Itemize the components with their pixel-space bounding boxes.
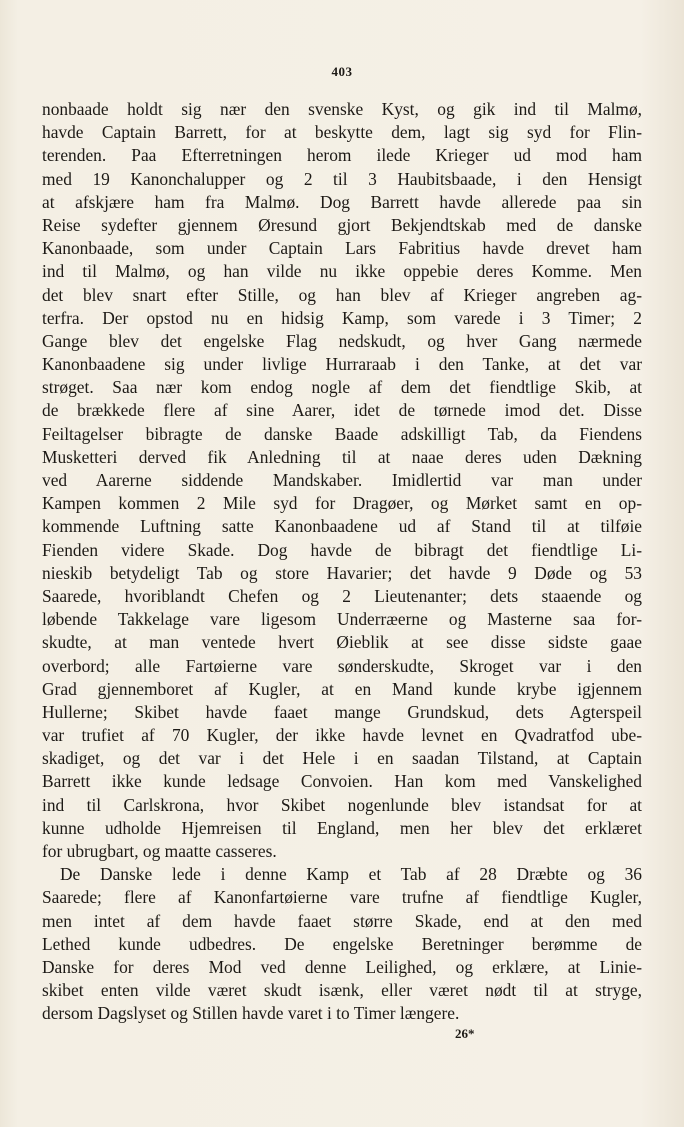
text-line-23: løbende Takkelage vare ligesom Underræerne og Masterne saa for- <box>42 609 642 630</box>
text-line-6: Reise sydefter gjennem Øresund gjort Bekjendtskab med de danske <box>42 214 642 235</box>
text-line-34: De Danske lede i denne Kamp et Tab af 28 Dræbte og 36 <box>60 864 642 885</box>
text-line-17: ved Aarerne siddende Mandskaber. Imidlertid var man under <box>42 470 642 490</box>
text-line-4: med 19 Kanonchalupper og 2 til 3 Haubitsbaade, i den Hensigt <box>42 168 642 189</box>
text-line-1: nonbaade holdt sig nær den svenske Kyst, og gik ind til Malmø, <box>42 99 642 119</box>
text-line-7: Kanonbaade, som under Captain Lars Fabritius havde drevet ham <box>42 238 642 259</box>
text-line-29: skadiget, og det var i det Hele i en saadan Tilstand, at Captain <box>42 748 642 769</box>
text-line-3: terenden. Paa Efterretningen herom ilede Krieger ud mod ham <box>42 145 642 166</box>
text-line-16: Musketteri derved fik Anledning til at naae deres uden Dækning <box>42 446 642 467</box>
text-line-30: Barrett ikke kunde ledsage Convoien. Han kom med Vanskelighed <box>42 771 642 792</box>
text-line-31: ind til Carlskrona, hvor Skibet nogenlunde blev istandsat for at <box>42 794 642 815</box>
body-text <box>42 98 642 1026</box>
signature-mark: 26* <box>455 1026 475 1041</box>
text-line-37: Lethed kunde udbedres. De engelske Beretninger berømme de <box>42 933 642 954</box>
text-line-13: strøget. Saa nær kom endog nogle af dem det fiendtlige Skib, at <box>42 377 642 398</box>
text-line-10: terfra. Der opstod nu en hidsig Kamp, som varede i 3 Timer; 2 <box>42 307 642 328</box>
text-line-2: havde Captain Barrett, for at beskytte dem, lagt sig syd for Flin- <box>42 122 642 143</box>
text-line-8: ind til Malmø, og han vilde nu ikke oppebie deres Komme. Men <box>42 261 642 282</box>
text-line-27: Hullerne; Skibet havde faaet mange Grundskud, dets Agterspeil <box>42 701 642 722</box>
text-line-36: men intet af dem havde faaet større Skade, end at den med <box>42 910 642 931</box>
text-line-12: Kanonbaadene sig under livlige Hurraraab i den Tanke, at det var <box>42 354 642 375</box>
text-line-35: Saarede; flere af Kanonfartøierne vare trufne af fiendtlige Kugler, <box>42 887 642 908</box>
text-line-18: Kampen kommen 2 Mile syd for Dragøer, og Mørket samt en op- <box>42 493 642 514</box>
text-line-38: Danske for deres Mod ved denne Leilighed, og erklære, at Linie- <box>42 956 642 977</box>
text-line-39: skibet enten vilde været skudt isænk, eller været nødt til at stryge, <box>42 980 642 1001</box>
text-line-32: kunne udholde Hjemreisen til England, men her blev det erklæret <box>42 817 642 838</box>
text-line-19: kommende Luftning satte Kanonbaadene ud af Stand til at tilføie <box>42 516 642 537</box>
text-line-15: Feiltagelser bibragte de danske Baade adskilligt Tab, da Fiendens <box>42 423 642 444</box>
text-line-20: Fienden videre Skade. Dog havde de bibragt det fiendtlige Li- <box>42 539 642 560</box>
text-line-24: skudte, at man ventede hvert Øieblik at see disse sidste gaae <box>42 632 642 653</box>
text-line-33: for ubrugbart, og maatte casseres. <box>42 841 277 861</box>
text-line-25: overbord; alle Fartøierne vare sønderskudte, Skroget var i den <box>42 655 642 676</box>
text-line-22: Saarede, hvoriblandt Chefen og 2 Lieutenanter; dets staaende og <box>42 585 642 606</box>
text-line-40: dersom Dagslyset og Stillen havde varet i to Timer længere. <box>42 1003 460 1024</box>
text-line-21: nieskib betydeligt Tab og store Havarier; det havde 9 Døde og 53 <box>42 562 642 583</box>
text-line-28: var trufiet af 70 Kugler, der ikke havde levnet en Qvadratfod ube- <box>42 725 642 746</box>
text-line-26: Grad gjennemboret af Kugler, at en Mand kunde krybe igjennem <box>42 678 642 699</box>
text-line-9: det blev snart efter Stille, og han blev af Krieger angreben ag- <box>42 284 642 305</box>
page-number: 403 <box>331 64 353 79</box>
text-line-14: de brækkede flere af sine Aarer, idet de tørnede imod det. Disse <box>42 400 642 421</box>
text-line-11: Gange blev det engelske Flag nedskudt, og hver Gang nærmede <box>42 330 642 351</box>
text-line-5: at afskjære ham fra Malmø. Dog Barrett havde allerede paa sin <box>42 191 642 212</box>
